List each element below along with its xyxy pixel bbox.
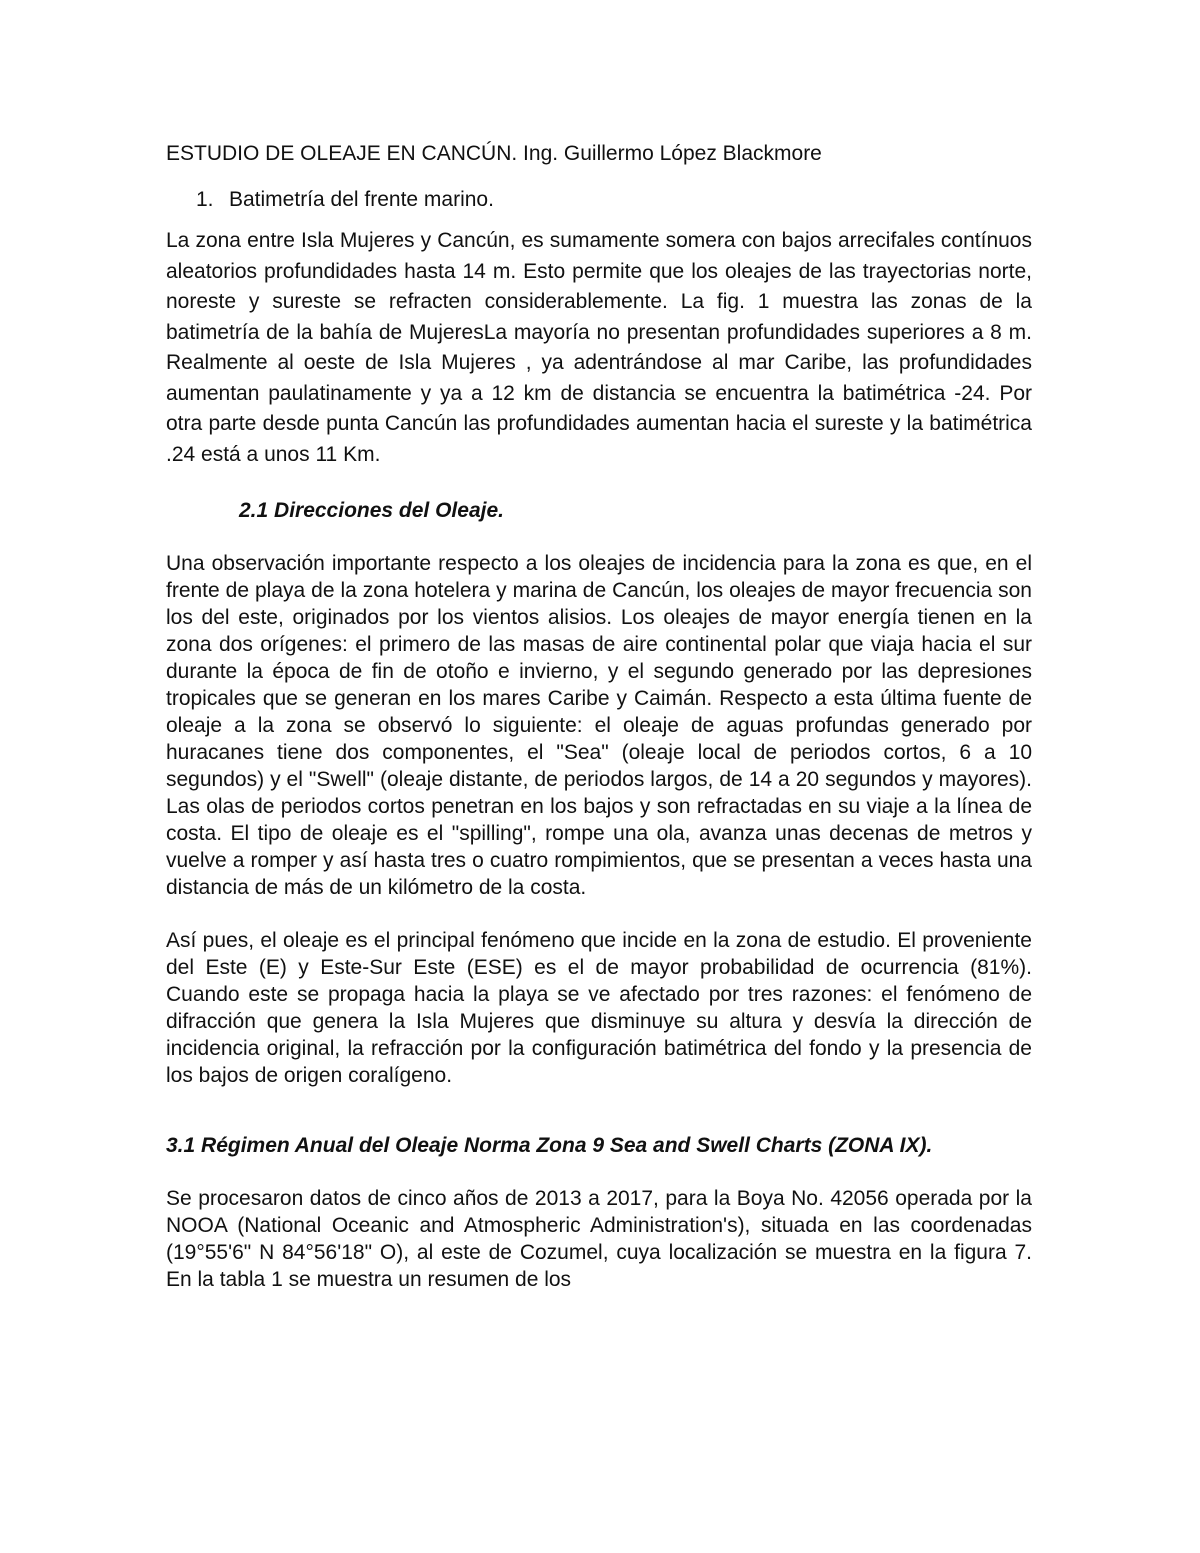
paragraph-bathymetry: La zona entre Isla Mujeres y Cancún, es sumamente somera con bajos arrecifales contínuos aleatorios profundidades hasta 14 m. Esto permite que los oleajes de las trayectorias norte, noreste y sureste se refracten considerablemente. La fig. 1 muestra las zonas de la batimetría de la bahía de MujeresLa mayoría no presentan profundidades superiores a 8 m. Realmente al oeste de Isla Mujeres , ya adentrándose al mar Caribe, las profundidades aumentan paulatinamente y ya a 12 km de distancia se encuentra la batimétrica -24. Por otra parte desde punta Cancún las profundidades aumentan hacia el sureste y la batimétrica .24 está a unos 11 Km. bbox=[166, 229, 1032, 466]
list-item-number: 1. bbox=[196, 188, 214, 211]
section-heading-wave-directions: 2.1 Direcciones del Oleaje. bbox=[239, 499, 504, 522]
list-item bbox=[166, 182, 1032, 218]
section-heading-annual-regime: 3.1 Régimen Anual del Oleaje Norma Zona 9 Sea and Swell Charts (ZONA IX). bbox=[166, 1134, 933, 1157]
document-title: ESTUDIO DE OLEAJE EN CANCÚN. Ing. Guillermo López Blackmore bbox=[166, 142, 822, 165]
paragraph-wave-observation: Una observación importante respecto a los oleajes de incidencia para la zona es que, en el frente de playa de la zona hotelera y marina de Cancún, los oleajes de mayor frecuencia son los del este, originados por los vientos alisios. Los oleajes de mayor energía tienen en la zona dos orígenes: el primero de las masas de aire continental polar que viaja hacia el sur durante la época de fin de otoño e invierno, y el segundo generado por las depresiones tropicales que se generan en los mares Caribe y Caimán. Respecto a esta última fuente de oleaje a la zona se observó lo siguiente: el oleaje de aguas profundas generado por huracanes tiene dos componentes, el "Sea" (oleaje local de periodos cortos, 6 a 10 segundos) y el "Swell" (oleaje distante, de periodos largos, de 14 a 20 segundos y mayores). Las olas de periodos cortos penetran en los bajos y son refractadas en su viaje a la línea de costa. El tipo de oleaje es el "spilling", rompe una ola, avanza unas decenas de metros y vuelve a romper y así hasta tres o cuatro rompimientos, que se presentan a veces hasta una distancia de más de un kilómetro de la costa. bbox=[166, 552, 1032, 899]
document-body bbox=[166, 136, 1032, 1293]
paragraph-wave-phenomenon: Así pues, el oleaje es el principal fenómeno que incide en la zona de estudio. El proveniente del Este (E) y Este-Sur Este (ESE) es el de mayor probabilidad de ocurrencia (81%). Cuando este se propaga hacia la playa se ve afectado por tres razones: el fenómeno de difracción que genera la Isla Mujeres que disminuye su altura y desvía la dirección de incidencia original, la refracción por la configuración batimétrica del fondo y la presencia de los bajos de origen coralígeno. bbox=[166, 929, 1032, 1087]
numbered-list bbox=[166, 182, 1032, 218]
paragraph-buoy-data: Se procesaron datos de cinco años de 2013 a 2017, para la Boya No. 42056 operada por la NOOA (National Oceanic and Atmospheric Administration's), situada en las coordenadas (19°55'6" N 84°56'18" O), al este de Cozumel, cuya localización se muestra en la figura 7. En la tabla 1 se muestra un resumen de los bbox=[166, 1187, 1032, 1291]
list-item-text: Batimetría del frente marino. bbox=[229, 188, 494, 211]
